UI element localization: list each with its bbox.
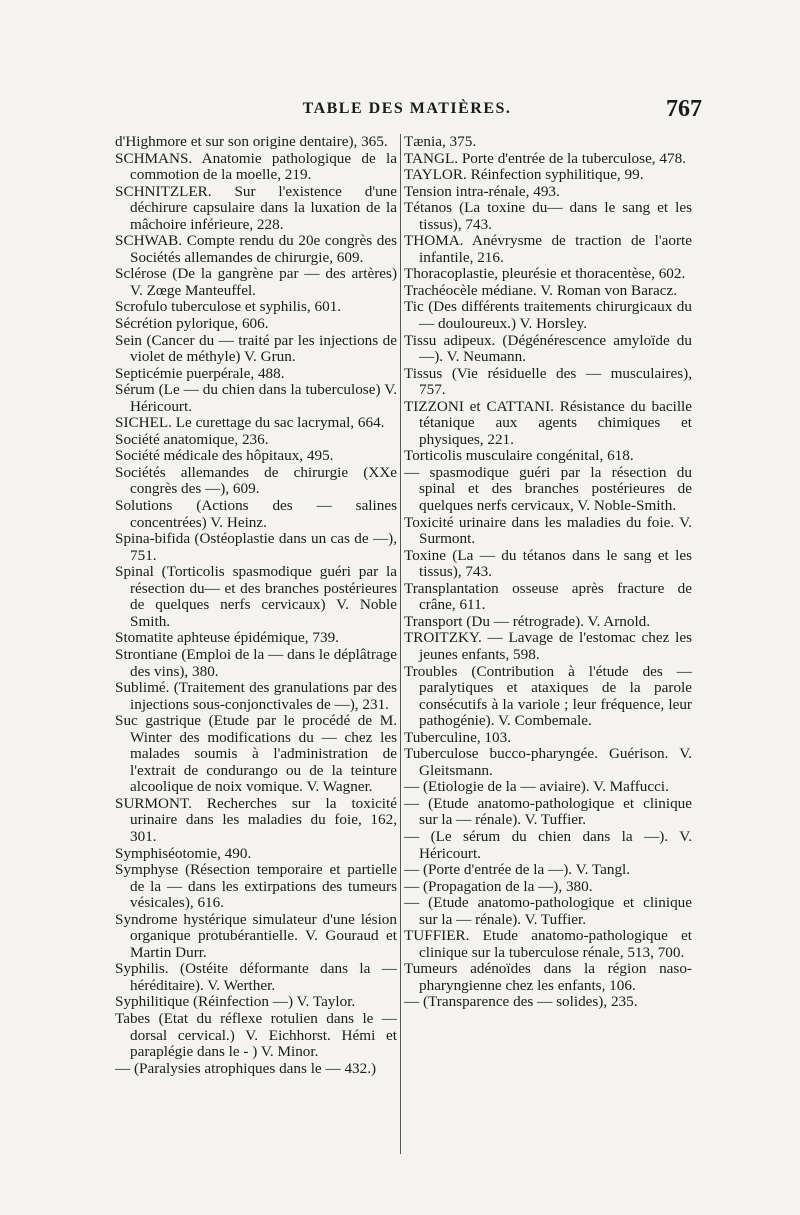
- index-entry: Scrofulo tuberculose et syphilis, 601.: [115, 298, 342, 316]
- index-entry: Sublimé. (Traitement des granulations par des injections sous-conjonctivales de —), 231.: [115, 679, 397, 713]
- index-entry: Sérum (Le — du chien dans la tuberculose) V. Héricourt.: [115, 381, 397, 415]
- index-entry: — (Paralysies atrophiques dans le — 432.): [115, 1059, 377, 1077]
- column-divider: [400, 134, 401, 1154]
- index-entry: Spinal (Torticolis spasmodique guéri par la résection du— et des branches postérieures de quelques nerfs cervicaux) V. Noble Smith.: [115, 563, 397, 630]
- index-entry: Troubles (Contribution à l'étude des — paralytiques et ataxiques de la parole consécutifs à la variole ; leur fréquence, leur pathogénie). V. Combemale.: [404, 662, 692, 730]
- index-entry: Tic (Des différents traitements chirurgicaux du — douloureux.) V. Horsley.: [404, 298, 692, 333]
- index-entry: Tumeurs adénoïdes dans la région naso-pharyngienne chez les enfants, 106.: [404, 960, 692, 994]
- running-title: TABLE DES MATIÈRES.: [302, 100, 512, 117]
- index-entry: Tension intra-rénale, 493.: [404, 182, 560, 200]
- index-entry: — (Etiologie de la — aviaire). V. Maffucci.: [404, 778, 669, 796]
- left-column: [115, 134, 397, 1077]
- index-entry: Symphiséotomie, 490.: [115, 844, 252, 862]
- index-entry: — (Transparence des — solides), 235.: [404, 993, 638, 1011]
- page-number: 767: [666, 96, 702, 122]
- index-entry: Trachéocèle médiane. V. Roman von Baracz.: [404, 281, 678, 299]
- index-entry: TIZZONI et CATTANI. Résistance du bacille tétanique aux agents chimiques et physiques, 221.: [404, 397, 692, 448]
- index-entry: Septicémie puerpérale, 488.: [115, 364, 285, 382]
- index-entry: Transport (Du — rétrograde). V. Arnold.: [404, 612, 651, 630]
- index-entry: Tabes (Etat du réflexe rotulien dans le — dorsal cervical.) V. Eichhorst. Hémi et paraplégie dans le - ) V. Minor.: [115, 1009, 397, 1061]
- index-entry: Sécrétion pylorique, 606.: [115, 315, 269, 333]
- index-entry: Stomatite aphteuse épidémique, 739.: [115, 629, 339, 647]
- index-entry: Sein (Cancer du — traité par les injections de violet de méthyle) V. Grun.: [115, 331, 397, 366]
- index-entry: Suc gastrique (Etude par le procédé de M. Winter des modifications du — chez les malades soumis à l'administration de l'extrait de condurango ou de la teinture alcoolique de noix vomique. V. Wagner.: [115, 712, 397, 796]
- index-entry: Tissu adipeux. (Dégénérescence amyloïde du —). V. Neumann.: [404, 331, 692, 366]
- page-header: [112, 96, 702, 130]
- index-entry: Syphilitique (Réinfection —) V. Taylor.: [115, 993, 356, 1011]
- index-entry: Spina-bifida (Ostéoplastie dans un cas de —), 751.: [115, 530, 397, 564]
- index-entry: — (Porte d'entrée de la —). V. Tangl.: [404, 861, 631, 879]
- index-entry: Toxine (La — du tétanos dans le sang et les tissus), 743.: [404, 546, 692, 581]
- index-entry: — (Etude anatomo-pathologique et clinique sur la — rénale). V. Tuffier.: [404, 894, 692, 928]
- index-entry: Sociétés allemandes de chirurgie (XXe congrès des —), 609.: [115, 463, 397, 498]
- index-entry: SURMONT. Recherches sur la toxicité urinaire dans les maladies du foie, 162, 301.: [115, 794, 397, 845]
- index-entry: TUFFIER. Etude anatomo-pathologique et clinique sur la tuberculose rénale, 513, 700.: [404, 927, 692, 961]
- index-entry: SCHMANS. Anatomie pathologique de la commotion de la moelle, 219.: [115, 149, 397, 184]
- index-entry: SICHEL. Le curettage du sac lacrymal, 664.: [115, 414, 385, 432]
- index-entry: TROITZKY. — Lavage de l'estomac chez les jeunes enfants, 598.: [404, 629, 692, 663]
- index-entry: — spasmodique guéri par la résection du spinal et des branches postérieures de quelques nerfs cervicaux, V. Noble-Smith.: [404, 463, 692, 515]
- index-entry: Torticolis musculaire congénital, 618.: [404, 447, 634, 465]
- index-entry: — (Le sérum du chien dans la —). V. Héricourt.: [404, 827, 692, 862]
- right-column: [404, 134, 692, 1011]
- index-entry: Tænia, 375.: [404, 133, 477, 150]
- index-entry: Société médicale des hôpitaux, 495.: [115, 447, 334, 465]
- index-entry: TAYLOR. Réinfection syphilitique, 99.: [404, 166, 644, 184]
- index-entry: Tuberculine, 103.: [404, 728, 512, 746]
- index-entry: SCHNITZLER. Sur l'existence d'une déchirure capsulaire dans la luxation de la mâchoire inférieure, 228.: [115, 182, 397, 233]
- index-entry: SCHWAB. Compte rendu du 20e congrès des Sociétés allemandes de chirurgie, 609.: [115, 232, 397, 266]
- index-entry: d'Highmore et sur son origine dentaire), 365.: [115, 133, 388, 150]
- index-entry: Sclérose (De la gangrène par — des artères) V. Zœge Manteuffel.: [115, 265, 397, 299]
- index-entry: Thoracoplastie, pleurésie et thoracentèse, 602.: [404, 265, 686, 283]
- index-entry: TANGL. Porte d'entrée de la tuberculose, 478.: [404, 149, 686, 167]
- index-entry: Syphilis. (Ostéite déformante dans la — héréditaire). V. Werther.: [115, 960, 397, 994]
- index-entry: Symphyse (Résection temporaire et partielle de la — dans les extirpations des tumeurs vésicales), 616.: [115, 861, 397, 912]
- index-entry: THOMA. Anévrysme de traction de l'aorte infantile, 216.: [404, 232, 692, 266]
- index-entry: — (Propagation de la —), 380.: [404, 877, 593, 895]
- index-entry: Toxicité urinaire dans les maladies du foie. V. Surmont.: [404, 513, 692, 548]
- index-entry: Strontiane (Emploi de la — dans le déplâtrage des vins), 380.: [115, 645, 397, 680]
- index-entry: Tuberculose bucco-pharyngée. Guérison. V. Gleitsmann.: [404, 745, 692, 779]
- index-entry: Syndrome hystérique simulateur d'une lésion organique protubérantielle. V. Gouraud et Martin Durr.: [115, 910, 397, 961]
- index-entry: Tissus (Vie résiduelle des — musculaires), 757.: [404, 364, 692, 399]
- index-entry: Solutions (Actions des — salines concentrées) V. Heinz.: [115, 497, 397, 531]
- index-entry: Société anatomique, 236.: [115, 430, 269, 448]
- index-entry: — (Etude anatomo-pathologique et clinique sur la — rénale). V. Tuffier.: [404, 794, 692, 829]
- index-entry: Tétanos (La toxine du— dans le sang et les tissus), 743.: [404, 199, 692, 233]
- index-entry: Transplantation osseuse après fracture de crâne, 611.: [404, 579, 692, 614]
